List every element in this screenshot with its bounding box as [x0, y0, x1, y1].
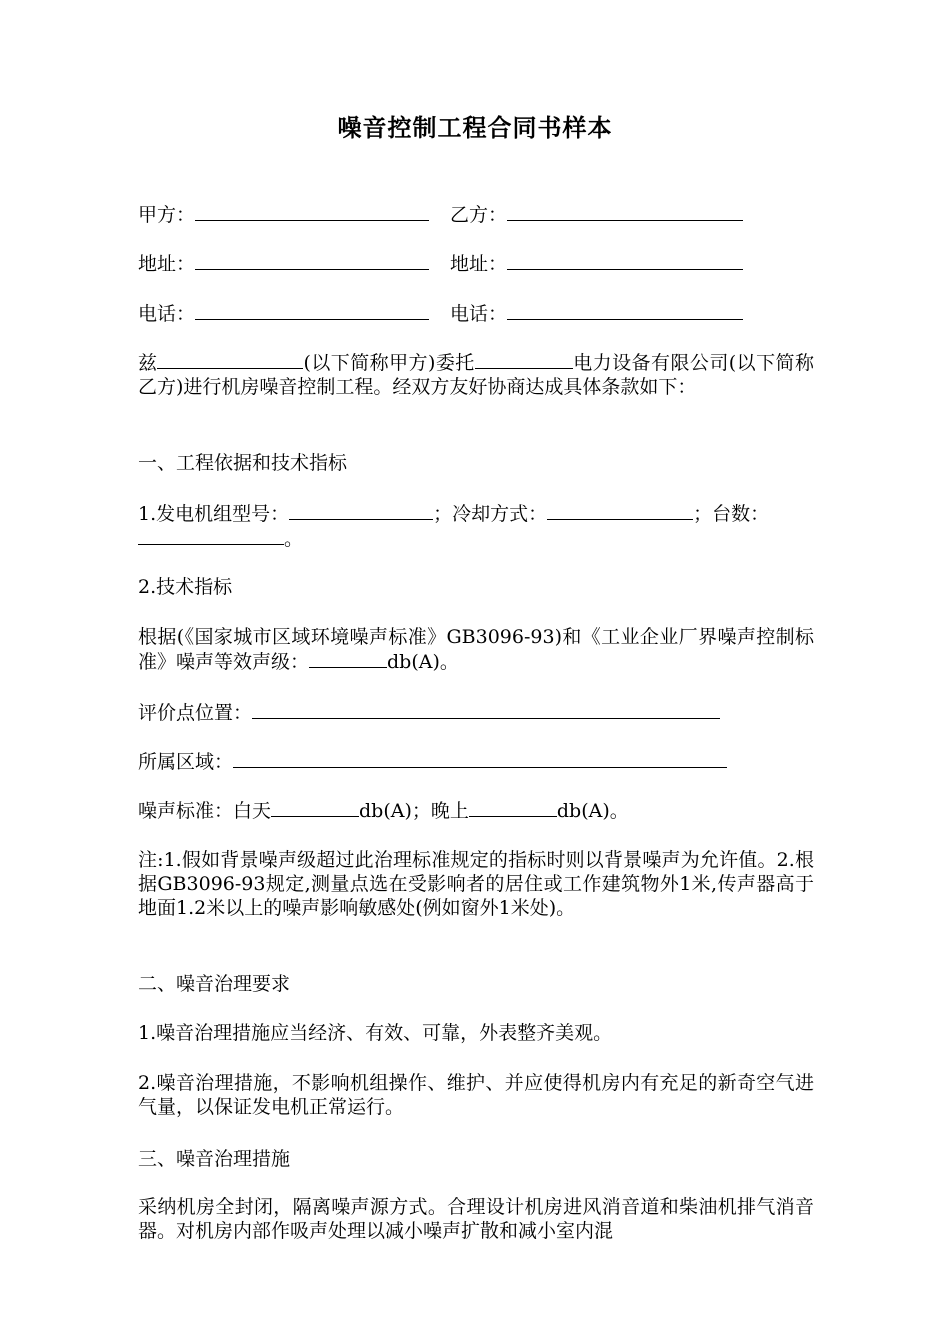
address-a-blank[interactable] [195, 251, 429, 270]
night-blank[interactable] [469, 798, 557, 817]
tech-index-heading: 2.技术指标 [138, 576, 233, 598]
section-1-heading: 一、工程依据和技术指标 [138, 452, 348, 474]
party-row-phone [138, 301, 814, 326]
zone: 所属区域： [138, 749, 814, 774]
noise-standard: 噪声标准：白天 db(A)；晚上 db(A)。 [138, 800, 629, 822]
address-b-blank[interactable] [507, 251, 743, 270]
count-blank[interactable] [138, 526, 284, 545]
party-row-address [138, 251, 814, 276]
phone-a-blank[interactable] [195, 301, 429, 320]
contractor-name-blank[interactable] [475, 350, 573, 369]
phone-b-blank[interactable] [507, 301, 743, 320]
evaluation-point: 评价点位置： [138, 700, 814, 725]
party-a-label: 甲方： [138, 204, 196, 226]
party-b-label: 乙方： [450, 204, 508, 226]
model-blank[interactable] [289, 501, 433, 520]
section-2-heading: 二、噪音治理要求 [138, 973, 291, 995]
address-a-label: 地址： [138, 253, 196, 275]
generator-specs: 1.发电机组型号： ；冷却方式： ；台数： 。 [138, 503, 770, 550]
standard-paragraph: 根据(《国家城市区域环境噪声标准》GB3096-93)和《工业企业厂界噪声控制标准》噪声等效声级： db(A)。 [138, 626, 814, 673]
party-row-name [138, 202, 814, 227]
client-name-blank[interactable] [157, 350, 303, 369]
section-3-paragraph: 采纳机房全封闭，隔离噪声源方式。合理设计机房进风消音道和柴油机排气消音器。对机房内部作吸声处理以减小噪声扩散和减小室内混 [138, 1196, 814, 1242]
zone-blank[interactable] [233, 749, 727, 768]
section-2-item-1: 1.噪音治理措施应当经济、有效、可靠，外表整齐美观。 [138, 1022, 613, 1044]
intro-paragraph: 兹 (以下简称甲方)委托 电力设备有限公司(以下简称乙方)进行机房噪音控制工程。经双方友好协商达成具体条款如下： [138, 352, 814, 398]
cooling-blank[interactable] [547, 501, 693, 520]
party-a-blank[interactable] [195, 202, 429, 221]
phone-a-label: 电话： [138, 303, 196, 325]
phone-b-label: 电话： [450, 303, 508, 325]
document-title: 噪音控制工程合同书样本 [337, 113, 613, 142]
section-2-item-2: 2.噪音治理措施，不影响机组操作、维护、并应使得机房内有充足的新奇空气进气量，以保证发电机正常运行。 [138, 1072, 814, 1118]
note-paragraph: 注:1.假如背景噪声级超过此治理标准规定的指标时则以背景噪声为允许值。2.根据GB3096-93规定,测量点选在受影响者的居住或工作建筑物外1米,传声器高于地面1.2米以上的噪声影响敏感处(例如窗外1米处)。 [138, 849, 814, 919]
address-b-label: 地址： [450, 253, 508, 275]
section-3-heading: 三、噪音治理措施 [138, 1148, 291, 1170]
party-b-blank[interactable] [507, 202, 743, 221]
noise-level-blank[interactable] [309, 649, 387, 668]
daytime-blank[interactable] [271, 798, 359, 817]
evaluation-point-blank[interactable] [252, 700, 720, 719]
